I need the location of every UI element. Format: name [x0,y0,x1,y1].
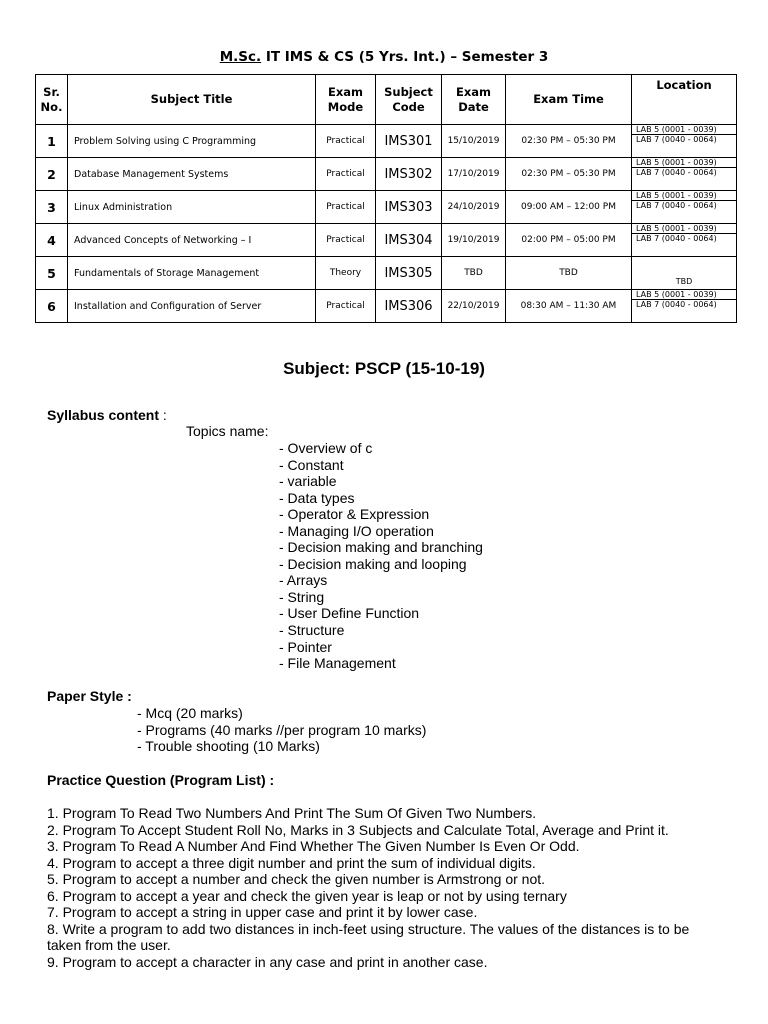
table-row [36,125,737,158]
location-lab-a: LAB 5 (0001 - 0039) [632,191,736,201]
location-lab-a: LAB 5 (0001 - 0039) [632,158,736,168]
col-header-exam-mode: Exam Mode [316,75,376,125]
row-exam-time: 02:30 PM – 05:30 PM [506,158,632,191]
row-subject-title: Fundamentals of Storage Management [68,257,316,290]
list-item: 9. Program to accept a character in any case and print in another case. [47,953,488,970]
list-item: - Managing I/O operation [279,522,434,539]
list-item: - Arrays [279,572,328,589]
table-row [36,257,737,290]
row-exam-mode: Practical [316,191,376,224]
row-exam-mode: Practical [316,224,376,257]
row-location: TBD [632,257,737,290]
list-item: 2. Program To Accept Student Roll No, Marks in 3 Subjects and Calculate Total, Average and Print it. [47,821,669,838]
col-header-sr: Sr. No. [36,75,68,125]
topics-list [279,440,483,672]
row-sr: 1 [36,125,68,158]
list-item: 4. Program to accept a three digit number and print the sum of individual digits. [47,854,536,871]
list-item: - String [279,588,325,605]
table-row [36,191,737,224]
location-lab-b: LAB 7 (0040 - 0064) [636,201,717,210]
paper-style-list [137,705,426,755]
row-sr: 3 [36,191,68,224]
list-item: 7. Program to accept a string in upper case and print it by lower case. [47,904,478,921]
row-subject-title: Linux Administration [68,191,316,224]
table-row [36,224,737,257]
row-exam-mode: Theory [316,257,376,290]
program-list [47,805,707,970]
row-subject-code: IMS302 [376,158,442,191]
list-item: - File Management [279,655,396,672]
row-exam-date: 24/10/2019 [442,191,506,224]
syllabus-label: Syllabus content [47,407,160,423]
row-location [632,224,737,257]
row-subject-title: Advanced Concepts of Networking – I [68,224,316,257]
row-subject-title: Installation and Configuration of Server [68,290,316,323]
location-lab-b: LAB 7 (0040 - 0064) [636,234,717,243]
location-lab-a: LAB 5 (0001 - 0039) [632,125,736,135]
col-header-subject-title: Subject Title [68,75,316,125]
table-row [36,158,737,191]
list-item: - Programs (40 marks //per program 10 marks) [137,721,427,738]
table-row [36,290,737,323]
topics-label: Topics name: [186,423,269,439]
page-title [0,49,768,65]
row-exam-date: 17/10/2019 [442,158,506,191]
list-item: - Overview of c [279,440,373,456]
row-subject-code: IMS301 [376,125,442,158]
row-exam-date: 22/10/2019 [442,290,506,323]
list-item: - Data types [279,489,355,506]
exam-schedule-table [35,74,737,323]
row-subject-code: IMS306 [376,290,442,323]
row-exam-time: 09:00 AM – 12:00 PM [506,191,632,224]
row-exam-date: TBD [442,257,506,290]
col-header-location: Location [632,75,737,125]
list-item: - Operator & Expression [279,506,430,523]
list-item: 5. Program to accept a number and check the given number is Armstrong or not. [47,871,546,888]
row-location [632,191,737,224]
list-item: - Decision making and branching [279,539,483,556]
list-item: 8. Write a program to add two distances in inch-feet using structure. The values of the distances is to be taken from the user. [47,920,690,954]
row-exam-mode: Practical [316,158,376,191]
row-location [632,158,737,191]
location-lab-a: LAB 5 (0001 - 0039) [632,290,736,300]
col-header-exam-time: Exam Time [506,75,632,125]
list-item: - Trouble shooting (10 Marks) [137,738,320,755]
list-item: 6. Program to accept a year and check the given year is leap or not by using ternary [47,887,567,904]
row-exam-mode: Practical [316,125,376,158]
location-lab-a: LAB 5 (0001 - 0039) [632,224,736,234]
list-item: - variable [279,473,337,490]
row-exam-time: 02:00 PM – 05:00 PM [506,224,632,257]
title-program: IT IMS & CS (5 Yrs. Int.) – Semester 3 [261,49,549,65]
list-item: - Pointer [279,638,332,655]
location-lab-b: LAB 7 (0040 - 0064) [636,300,717,309]
list-item: - Decision making and looping [279,555,467,572]
practice-label: Practice Question (Program List) : [47,772,275,788]
col-header-subject-code: Subject Code [376,75,442,125]
row-subject-code: IMS305 [376,257,442,290]
table-header-row [36,75,737,125]
row-sr: 2 [36,158,68,191]
list-item: - Structure [279,622,345,639]
row-exam-date: 15/10/2019 [442,125,506,158]
row-subject-title: Database Management Systems [68,158,316,191]
row-exam-date: 19/10/2019 [442,224,506,257]
list-item: 3. Program To Read A Number And Find Whether The Given Number Is Even Or Odd. [47,838,580,855]
row-subject-code: IMS304 [376,224,442,257]
row-exam-time: 02:30 PM – 05:30 PM [506,125,632,158]
row-exam-time: 08:30 AM – 11:30 AM [506,290,632,323]
syllabus-label-line [47,407,167,424]
list-item: - Mcq (20 marks) [137,705,243,721]
row-sr: 4 [36,224,68,257]
location-lab-b: LAB 7 (0040 - 0064) [636,135,717,144]
list-item: 1. Program To Read Two Numbers And Print The Sum Of Given Two Numbers. [47,805,537,821]
syllabus-colon: : [159,407,167,423]
paper-style-label: Paper Style : [47,688,132,704]
subject-heading: Subject: PSCP (15-10-19) [283,359,485,378]
row-subject-title: Problem Solving using C Programming [68,125,316,158]
row-sr: 5 [36,257,68,290]
row-sr: 6 [36,290,68,323]
row-exam-mode: Practical [316,290,376,323]
row-location [632,290,737,323]
row-exam-time: TBD [506,257,632,290]
row-location [632,125,737,158]
title-degree: M.Sc. [219,49,262,65]
location-lab-b: LAB 7 (0040 - 0064) [636,168,717,177]
list-item: - Constant [279,456,344,473]
list-item: - User Define Function [279,605,420,622]
col-header-exam-date: Exam Date [442,75,506,125]
row-subject-code: IMS303 [376,191,442,224]
